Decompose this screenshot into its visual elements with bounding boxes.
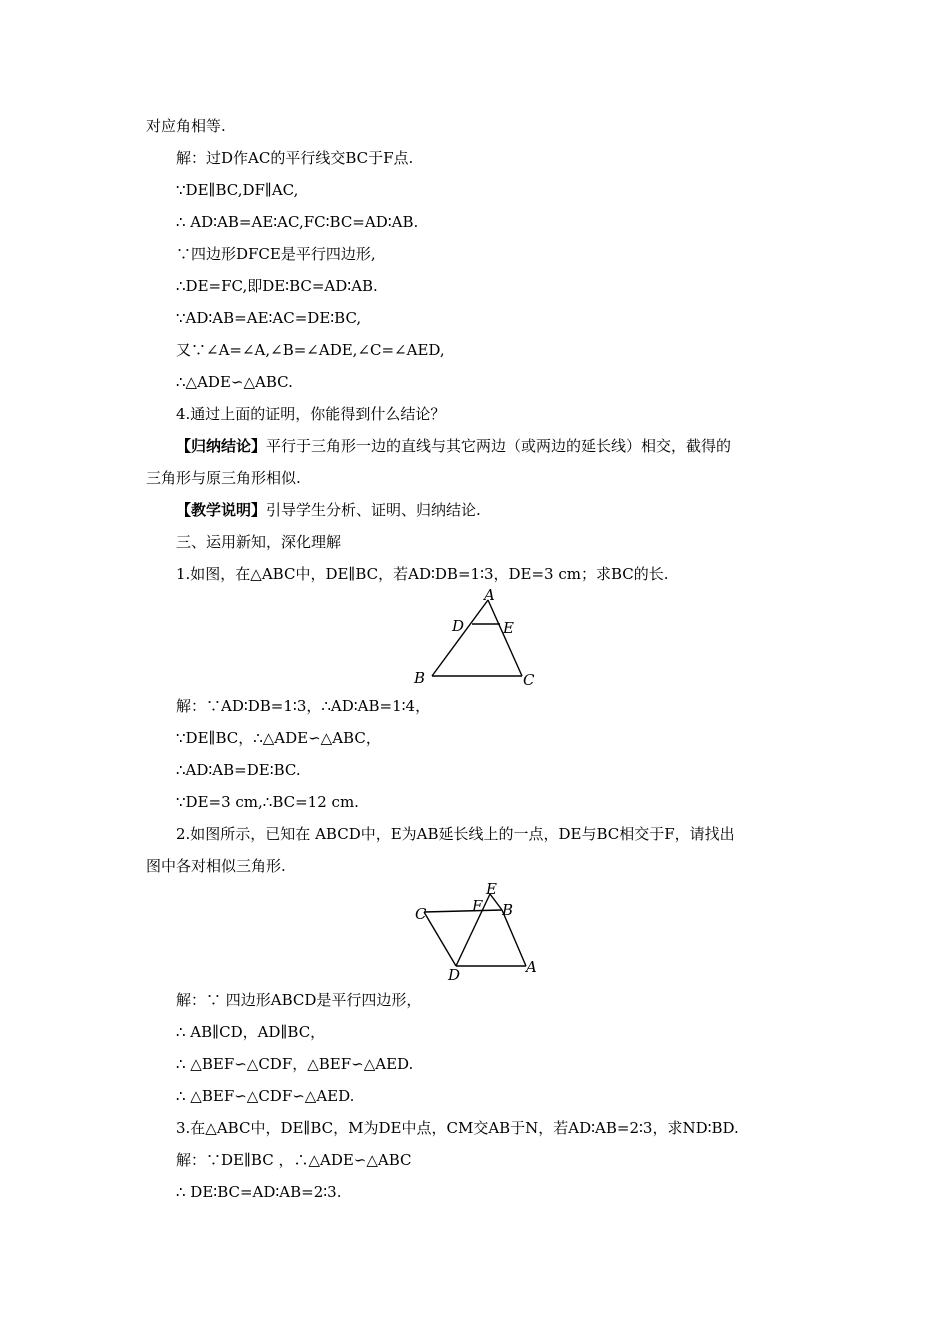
teaching-text: 引导学生分析、证明、归纳结论. xyxy=(266,501,481,519)
text-line: 3.在△ABC中，DE∥BC，M为DE中点，CM交AB于N，若AD∶AB=2∶3，求ND∶BD. xyxy=(176,1119,739,1137)
text-line: ∴ △BEF∽△CDF，△BEF∽△AED. xyxy=(176,1055,414,1073)
text-line: 解：∵DE∥BC ，∴△ADE∽△ABC xyxy=(176,1151,412,1169)
segment-ac xyxy=(488,600,522,676)
text-line: ∵DE∥BC，∴△ADE∽△ABC， xyxy=(176,729,381,747)
text-line: ∵DE∥BC,DF∥AC, xyxy=(176,181,299,199)
segment-dc xyxy=(424,912,456,966)
conclusion-text: 平行于三角形一边的直线与其它两边（或两边的延长线）相交，截得的 xyxy=(266,437,732,455)
text-line: ∴DE=FC,即DE∶BC=AD∶AB. xyxy=(176,277,378,295)
label-b: B xyxy=(414,669,426,687)
text-line: 三角形与原三角形相似. xyxy=(146,469,301,487)
label-c: C xyxy=(523,671,535,689)
label-b: B xyxy=(502,901,514,919)
text-line: 又∵∠A=∠A,∠B=∠ADE,∠C=∠AED, xyxy=(176,341,445,359)
label-e: E xyxy=(486,880,497,898)
teaching-paragraph xyxy=(176,500,814,520)
label-d: D xyxy=(452,617,465,635)
text-line: 1.如图，在△ABC中，DE∥BC，若AD∶DB=1∶3，DE=3 cm；求BC的长. xyxy=(176,565,669,583)
text-line: 解：∵ 四边形ABCD是平行四边形， xyxy=(176,991,422,1009)
segment-ab xyxy=(432,600,488,676)
label-c: C xyxy=(415,905,427,923)
parallelogram-figure xyxy=(408,878,548,984)
text-line: ∵四边形DFCE是平行四边形, xyxy=(176,245,376,263)
text-line: 2.如图所示，已知在 ABCD中，E为AB延长线上的一点，DE与BC相交于F，请找出 xyxy=(176,825,735,843)
text-line: ∴ AD∶AB=AE∶AC,FC∶BC=AD∶AB. xyxy=(176,213,419,231)
segment-cb xyxy=(424,910,502,912)
text-line: 解：∵AD∶DB=1∶3，∴AD∶AB=1∶4， xyxy=(176,697,431,715)
label-a: A xyxy=(526,958,537,976)
label-d: D xyxy=(448,966,461,984)
text-line: ∵DE=3 cm,∴BC=12 cm. xyxy=(176,793,359,811)
label-a: A xyxy=(484,586,495,604)
section-heading: 三、运用新知，深化理解 xyxy=(176,533,342,551)
text-line: 解：过D作AC的平行线交BC于F点. xyxy=(176,149,414,167)
text-line: ∵AD∶AB=AE∶AC=DE∶BC, xyxy=(176,309,362,327)
text-line: ∴ △BEF∽△CDF∽△AED. xyxy=(176,1087,355,1105)
text-line: 图中各对相似三角形. xyxy=(146,857,286,875)
triangle-figure xyxy=(408,586,548,690)
label-e: E xyxy=(503,619,514,637)
text-line: ∴ DE∶BC=AD∶AB=2∶3. xyxy=(176,1183,342,1201)
text-line: ∴△ADE∽△ABC. xyxy=(176,373,293,391)
text-line: ∴AD∶AB=DE∶BC. xyxy=(176,761,301,779)
conclusion-tag: 【归纳结论】 xyxy=(176,437,267,455)
label-f: F xyxy=(472,897,483,915)
conclusion-paragraph xyxy=(176,436,814,456)
text-line: ∴ AB∥CD，AD∥BC， xyxy=(176,1023,326,1041)
teaching-tag: 【教学说明】 xyxy=(176,501,267,519)
text-line: 4.通过上面的证明，你能得到什么结论？ xyxy=(176,405,446,423)
text-line: 对应角相等. xyxy=(146,117,226,135)
